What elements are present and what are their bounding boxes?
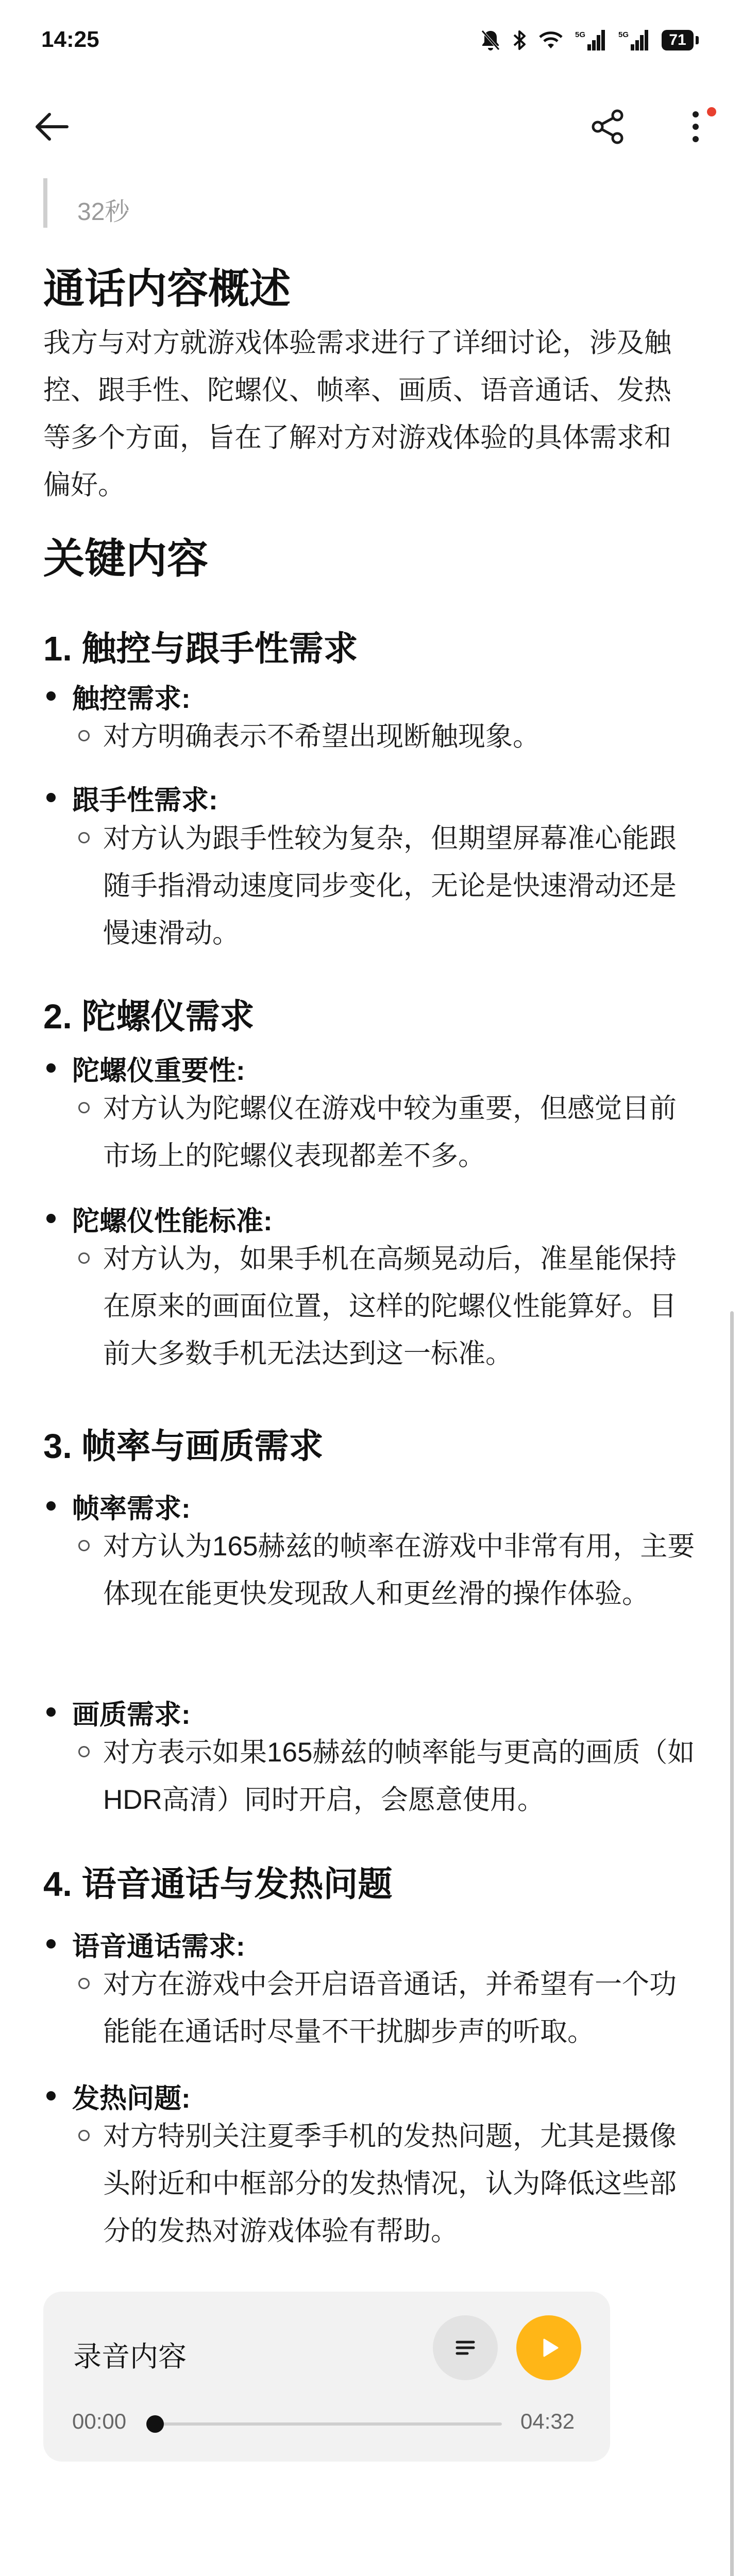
overview-heading: 通话内容概述: [43, 266, 291, 312]
share-button[interactable]: [582, 101, 634, 152]
bullet-item: 陀螺仪性能标准:: [57, 1199, 675, 1239]
svg-text:5G: 5G: [618, 30, 629, 39]
overview-paragraph: 我方与对方就游戏体验需求进行了详细讨论，涉及触控、跟手性、陀螺仪、帧率、画质、语音通话、发热等多个方面，旨在了解对方对游戏体验的具体需求和偏好。: [43, 328, 671, 500]
section-title: 4. 语音通话与发热问题: [43, 1865, 393, 1904]
recording-title: 录音内容: [73, 2341, 187, 2372]
status-icons: [480, 26, 699, 55]
current-time: 00:00: [72, 2409, 127, 2433]
section-title: 1. 触控与跟手性需求: [43, 630, 358, 668]
key-content-heading: 关键内容: [43, 536, 208, 582]
top-toolbar: [0, 82, 742, 178]
bullet-item: 陀螺仪重要性:: [57, 1049, 675, 1088]
share-icon: [589, 108, 627, 145]
battery-tip: [696, 36, 699, 44]
bullet-label: 语音通话需求: [72, 1931, 236, 1962]
duration-text: 32秒: [77, 198, 130, 226]
bullet-item: 跟手性需求:: [57, 778, 675, 818]
transcript-button[interactable]: [433, 2315, 498, 2380]
bullet-detail: 对方认为陀螺仪在游戏中较为重要，但感觉目前市场上的陀螺仪表现都差不多。: [103, 1085, 696, 1180]
progress-track[interactable]: [151, 2422, 502, 2426]
bullet-item: 帧率需求:: [57, 1487, 675, 1526]
bullet-detail: 对方认为，如果手机在高频晃动后，准星能保持在原来的画面位置，这样的陀螺仪性能算好。目前大多数手机无法达到这一标准。: [103, 1235, 696, 1378]
bullet-label: 陀螺仪性能标准: [72, 1206, 263, 1236]
wifi-icon: [538, 30, 564, 50]
notification-badge: [707, 107, 716, 116]
battery-level: 71: [662, 30, 694, 50]
bullet-label: 画质需求: [72, 1700, 181, 1730]
scrollbar[interactable]: [730, 1311, 734, 2576]
recording-player-card: [43, 2292, 610, 2462]
bullet-item: 语音通话需求:: [57, 1925, 675, 1964]
bullet-label: 跟手性需求: [72, 785, 209, 816]
bullet-detail: 对方明确表示不希望出现断触现象。: [103, 713, 696, 760]
section-title: 3. 帧率与画质需求: [43, 1427, 324, 1466]
bullet-item: 发热问题:: [57, 2077, 675, 2116]
status-time: 14:25: [41, 27, 99, 52]
bullet-label: 触控需求: [72, 684, 181, 714]
total-time: 04:32: [520, 2409, 575, 2433]
play-icon: [536, 2335, 562, 2361]
signal-5g-icon: [618, 29, 650, 52]
back-button[interactable]: [26, 101, 77, 152]
battery-indicator: [662, 30, 699, 50]
bullet-detail: 对方认为跟手性较为复杂，但期望屏幕准心能跟随手指滑动速度同步变化，无论是快速滑动还是慢速滑动。: [103, 815, 696, 957]
play-button[interactable]: [516, 2315, 581, 2380]
status-bar: [0, 0, 742, 82]
bullet-item: 画质需求:: [57, 1693, 675, 1732]
bluetooth-icon: [512, 29, 527, 52]
bullet-detail: 对方认为165赫兹的帧率在游戏中非常有用，主要体现在能更快发现敌人和更丝滑的操作体验。: [103, 1523, 696, 1618]
bullet-detail: 对方特别关注夏季手机的发热问题，尤其是摄像头附近和中框部分的发热情况，认为降低这些部分的发热对游戏体验有帮助。: [103, 2113, 696, 2255]
bullet-label: 帧率需求: [72, 1494, 181, 1524]
svg-text:5G: 5G: [575, 30, 586, 39]
bullet-label: 发热问题: [72, 2083, 181, 2114]
mute-bell-icon: [480, 29, 501, 52]
bullet-label: 陀螺仪重要性: [72, 1056, 236, 1086]
duration-quote: [43, 178, 666, 228]
bullet-detail: 对方在游戏中会开启语音通话，并希望有一个功能能在通话时尽量不干扰脚步声的听取。: [103, 1961, 696, 2056]
section-title: 2. 陀螺仪需求: [43, 997, 255, 1036]
signal-5g-icon: [575, 29, 607, 52]
more-vertical-icon: [690, 108, 701, 145]
progress-knob[interactable]: [146, 2415, 164, 2433]
bullet-detail: 对方表示如果165赫兹的帧率能与更高的画质（如HDR高清）同时开启，会愿意使用。: [103, 1729, 696, 1824]
bullet-item: 触控需求:: [57, 677, 675, 716]
arrow-left-icon: [31, 106, 72, 147]
transcript-list-icon: [452, 2334, 479, 2361]
